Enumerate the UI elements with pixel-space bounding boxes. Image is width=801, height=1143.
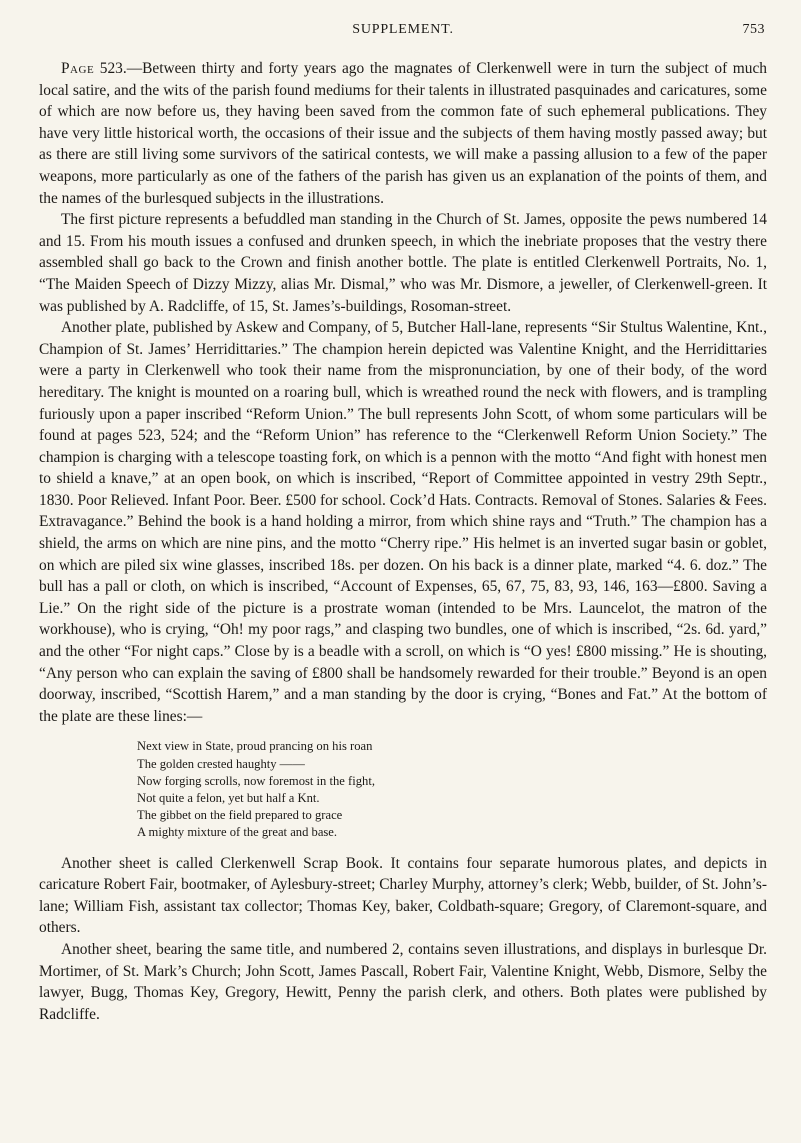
verse-line: Next view in State, proud prancing on his roan <box>137 739 373 754</box>
paragraph-text: Another sheet, bearing the same title, and numbered 2, contains seven illustrations, and displays in burlesque Dr. Mortimer, of St. Mark’s Church; John Scott, James Pascall, Robert Fair, Valentine Knight, Webb, Dismore, Selby the lawyer, Bugg, Thomas Key, Gregory, Hewitt, Penny the parish clerk, and others. Both plates were published by Radcliffe. <box>39 941 767 1023</box>
paragraph <box>39 209 767 317</box>
paragraph-text: The first picture represents a befuddled man standing in the Church of St. James, opposite the pews numbered 14 and 15. From his mouth issues a confused and drunken speech, in which the inebriate proposes that the vestry there assembled shall go back to the Crown and finish another bottle. The plate is entitled Clerkenwell Portraits, No. 1, “The Maiden Speech of Dizzy Mizzy, alias Mr. Dismal,” who was Mr. Dismore, a jeweller, of Clerkenwell-green. It was published by A. Radcliffe, of 15, St. James’s-buildings, Rosoman-street. <box>39 211 767 315</box>
verse-line: The golden crested haughty —— <box>137 756 305 771</box>
paragraph <box>39 939 767 1025</box>
paragraph <box>39 853 767 939</box>
running-head: SUPPLEMENT. <box>352 22 454 37</box>
verse-line: Now forging scrolls, now foremost in the fight, <box>137 773 375 788</box>
page-number: 753 <box>742 22 765 37</box>
verse-line: Not quite a felon, yet but half a Knt. <box>137 791 320 806</box>
paragraph-lead: Page <box>61 60 95 77</box>
verse-line: The gibbet on the field prepared to grace <box>137 808 343 823</box>
verse-line: A mighty mixture of the great and base. <box>137 825 338 840</box>
paragraph-text: 523.—Between thirty and forty years ago the magnates of Clerkenwell were in turn the subject of much local satire, and the wits of the parish found mediums for their talents in illustrated pasquinades and caricatures, some of which are now before us, they having been saved from the common fate of such ephemeral publications. They have very little historical worth, the occasions of their issue and the subjects of them having mostly passed away; but as there are still living some survivors of the satirical contests, we will make a passing allusion to a few of the paper weapons, more particularly as one of the fathers of the parish has given us an explanation of the points of them, and the names of the burlesqued subjects in the illustrations. <box>39 60 767 207</box>
verse-block <box>137 738 767 841</box>
paragraph-text: Another sheet is called Clerkenwell Scrap Book. It contains four separate humorous plates, and depicts in caricature Robert Fair, bootmaker, of Aylesbury-street; Charley Murphy, attorney’s clerk; Webb, builder, of St. John’s-lane; William Fish, assistant tax collector; Thomas Key, baker, Coldbath-square; Gregory, of Claremont-square, and others. <box>39 854 767 937</box>
paragraph-text: Another plate, published by Askew and Company, of 5, Butcher Hall-lane, represents “Sir Stultus Walentine, Knt., Champion of St. James’ Herridittaries.” The champion herein depicted was Valentine Knight, and the Herridittaries were a party in Clerkenwell who took their name from the mispronunciation, by one of their body, of the word hereditary. The knight is mounted on a roaring bull, which is wreathed round the neck with flowers, and is trampling furiously upon a paper inscribed “Reform Union.” The bull represents John Scott, of whom some particulars will be found at pages 523, 524; and the “Reform Union” has reference to the “Clerkenwell Reform Union Society.” The champion is charging with a telescope toasting fork, on which is a pennon with the motto “And fight with honest men to shield a knave,” at an open book, on which is inscribed, “Report of Committee appointed in vestry 29th Septr., 1830. Poor Relieved. Infant Poor. Beer. £500 for school. Cock’d Hats. Contracts. Removal of Stones. Salaries & Fees. Extravagance.” Behind the book is a hand holding a mirror, from which shine rays and “Truth.” The champion has a shield, the arms on which are nine pins, and the motto “Cherry ripe.” His helmet is an inverted sugar basin or goblet, on which are piled six wine glasses, inscribed 18s. per dozen. On his back is a dinner plate, marked “4. 6. doz.” The bull has a pall or cloth, on which is inscribed, “Account of Expenses, 65, 67, 75, 83, 93, 146, 163—£800. Saving a Lie.” On the right side of the picture is a prostrate woman (intended to be Mrs. Launcelot, the matron of the workhouse), who is crying, “Oh! my poor rags,” and clasping two bundles, one of which is inscribed, “2s. 6d. yard,” and the other “For night caps.” Close by is a beadle with a scroll, on which is “O yes! £800 missing.” He is shouting, “Any person who can explain the saving of £800 shall be handsomely rewarded for their trouble.” Beyond is an open doorway, inscribed, “Scottish Harem,” and a man standing by the door is crying, “Bones and Fat.” At the bottom of the plate are these lines:— <box>39 319 767 725</box>
paragraph <box>39 317 767 727</box>
paragraph <box>39 58 767 209</box>
body-text <box>39 58 767 1025</box>
page-header <box>39 0 767 58</box>
